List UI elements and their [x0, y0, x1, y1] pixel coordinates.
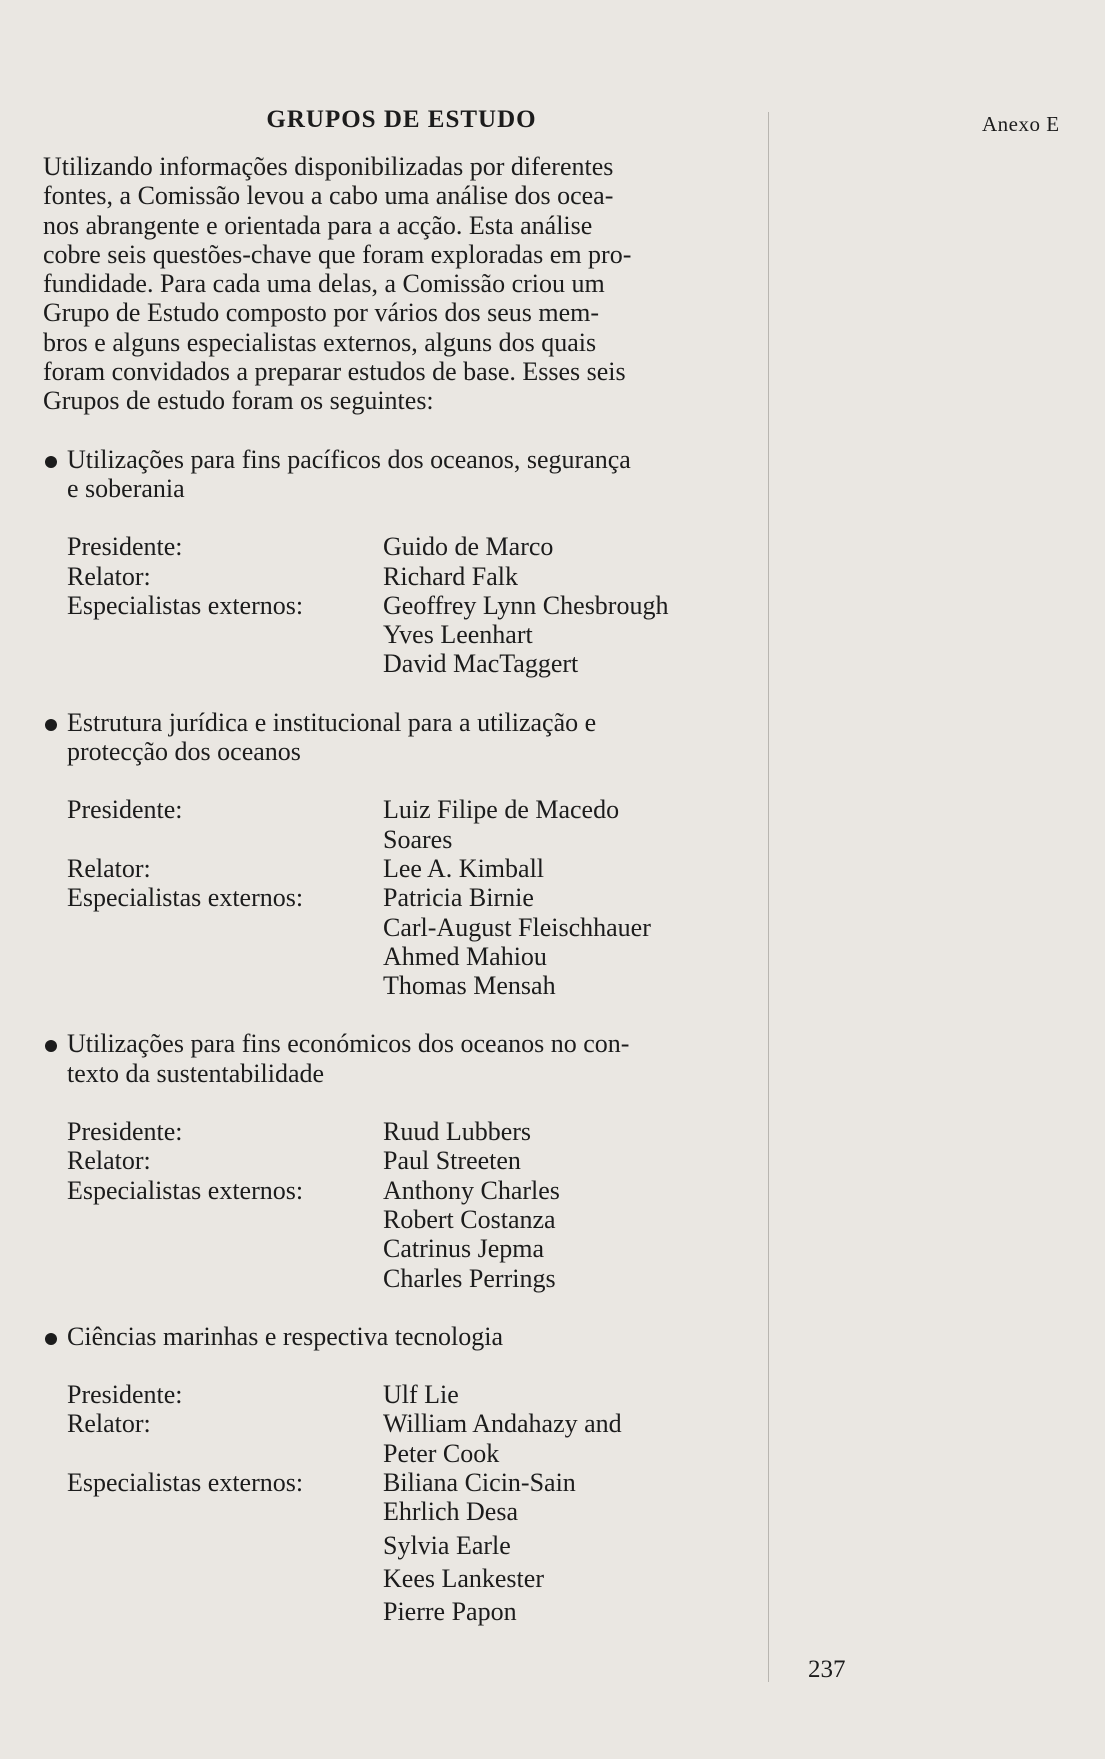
rapporteur-name: William Andahazy and [383, 1409, 622, 1439]
intro-line: nos abrangente e orientada para a acção. Esta análise [43, 210, 593, 240]
intro-line: Utilizando informações disponibilizadas por diferentes [43, 152, 614, 181]
expert-name: Sylvia Earle [383, 1530, 511, 1560]
president-label: Presidente: [67, 532, 183, 562]
rapporteur-name: Peter Cook [383, 1438, 500, 1468]
bullet-icon [43, 708, 67, 767]
expert-name: Biliana Cicin-Sain [383, 1467, 576, 1497]
study-group-members [67, 532, 740, 678]
expert-name: Kees Lankester [383, 1563, 544, 1593]
president-row [67, 1117, 740, 1146]
rapporteur-name: Richard Falk [383, 561, 519, 591]
study-group [43, 708, 740, 1001]
expert-name: Anthony Charles [383, 1175, 560, 1205]
president-name: Ulf Lie [383, 1380, 459, 1410]
intro-paragraph [43, 152, 740, 416]
page-title: GRUPOS DE ESTUDO [266, 106, 537, 133]
expert-name: Geoffrey Lynn Chesbrough [383, 590, 669, 620]
intro-line: cobre seis questões-chave que foram exploradas em pro- [43, 239, 632, 269]
intro-line: Grupos de estudo foram os seguintes: [43, 386, 434, 416]
expert-name: Patricia Birnie [383, 883, 534, 913]
experts-row [67, 1468, 740, 1626]
expert-name: Thomas Mensah [383, 971, 556, 1001]
president-label: Presidente: [67, 795, 183, 825]
president-name: Soares [383, 824, 453, 854]
rapporteur-row [67, 854, 740, 883]
study-group-title: Utilizações para fins pacíficos dos oceanos, segurança e soberania [67, 444, 631, 503]
intro-line: fundidade. Para cada uma delas, a Comissão criou um [43, 269, 605, 299]
bullet-icon [43, 445, 67, 504]
expert-name: David MacTaggert [383, 649, 579, 679]
column-divider [768, 112, 769, 1682]
experts-row [67, 883, 740, 1000]
study-group-title: Ciências marinhas e respectiva tecnologia [67, 1321, 504, 1351]
bullet-icon [43, 1322, 67, 1351]
expert-name: Carl-August Fleischhauer [383, 912, 651, 942]
study-group [43, 1029, 740, 1292]
study-group-title: Estrutura jurídica e institucional para a utilização e protecção dos oceanos [67, 707, 597, 767]
study-group-members [67, 1380, 740, 1626]
rapporteur-row [67, 1146, 740, 1175]
intro-line: bros e alguns especialistas externos, alguns dos quais [43, 327, 597, 357]
president-name: Ruud Lubbers [383, 1117, 532, 1147]
rapporteur-label: Relator: [67, 1409, 151, 1439]
president-label: Presidente: [67, 1380, 183, 1410]
rapporteur-label: Relator: [67, 561, 151, 591]
rapporteur-name: Lee A. Kimball [383, 853, 545, 883]
experts-label: Especialistas externos: [67, 1175, 304, 1205]
study-group-members [67, 1117, 740, 1293]
study-group [43, 445, 740, 679]
expert-name: Pierre Papon [383, 1597, 517, 1627]
president-name: Guido de Marco [383, 532, 554, 562]
president-row [67, 532, 740, 561]
expert-name: Yves Leenhart [383, 620, 533, 650]
president-label: Presidente: [67, 1117, 183, 1147]
rapporteur-row [67, 1409, 740, 1468]
rapporteur-name: Paul Streeten [383, 1146, 521, 1176]
rapporteur-row [67, 562, 740, 591]
intro-line: Grupo de Estudo composto por vários dos seus mem- [43, 298, 600, 328]
experts-label: Especialistas externos: [67, 590, 304, 620]
expert-name: Charles Perrings [383, 1263, 556, 1293]
annex-label: Anexo E [982, 112, 1060, 136]
page-number: 237 [808, 1656, 846, 1683]
rapporteur-label: Relator: [67, 853, 151, 883]
bullet-icon [43, 1029, 67, 1088]
president-row [67, 1380, 740, 1409]
intro-line: foram convidados a preparar estudos de base. Esses seis [43, 357, 626, 387]
expert-name: Catrinus Jepma [383, 1234, 545, 1264]
president-row [67, 795, 740, 854]
president-name: Luiz Filipe de Macedo [383, 795, 620, 825]
experts-label: Especialistas externos: [67, 1467, 304, 1497]
experts-label: Especialistas externos: [67, 883, 304, 913]
expert-name: Robert Costanza [383, 1204, 556, 1234]
study-group-title: Utilizações para fins económicos dos oceanos no con- texto da sustentabilidade [67, 1029, 630, 1088]
rapporteur-label: Relator: [67, 1146, 151, 1176]
expert-name: Ahmed Mahiou [383, 941, 547, 971]
study-group-members [67, 795, 740, 1000]
experts-row [67, 1176, 740, 1293]
intro-line: fontes, a Comissão levou a cabo uma análise dos ocea- [43, 181, 614, 211]
main-column [43, 106, 740, 1626]
experts-row [67, 591, 740, 679]
study-group [43, 1322, 740, 1627]
expert-name: Ehrlich Desa [383, 1497, 519, 1527]
